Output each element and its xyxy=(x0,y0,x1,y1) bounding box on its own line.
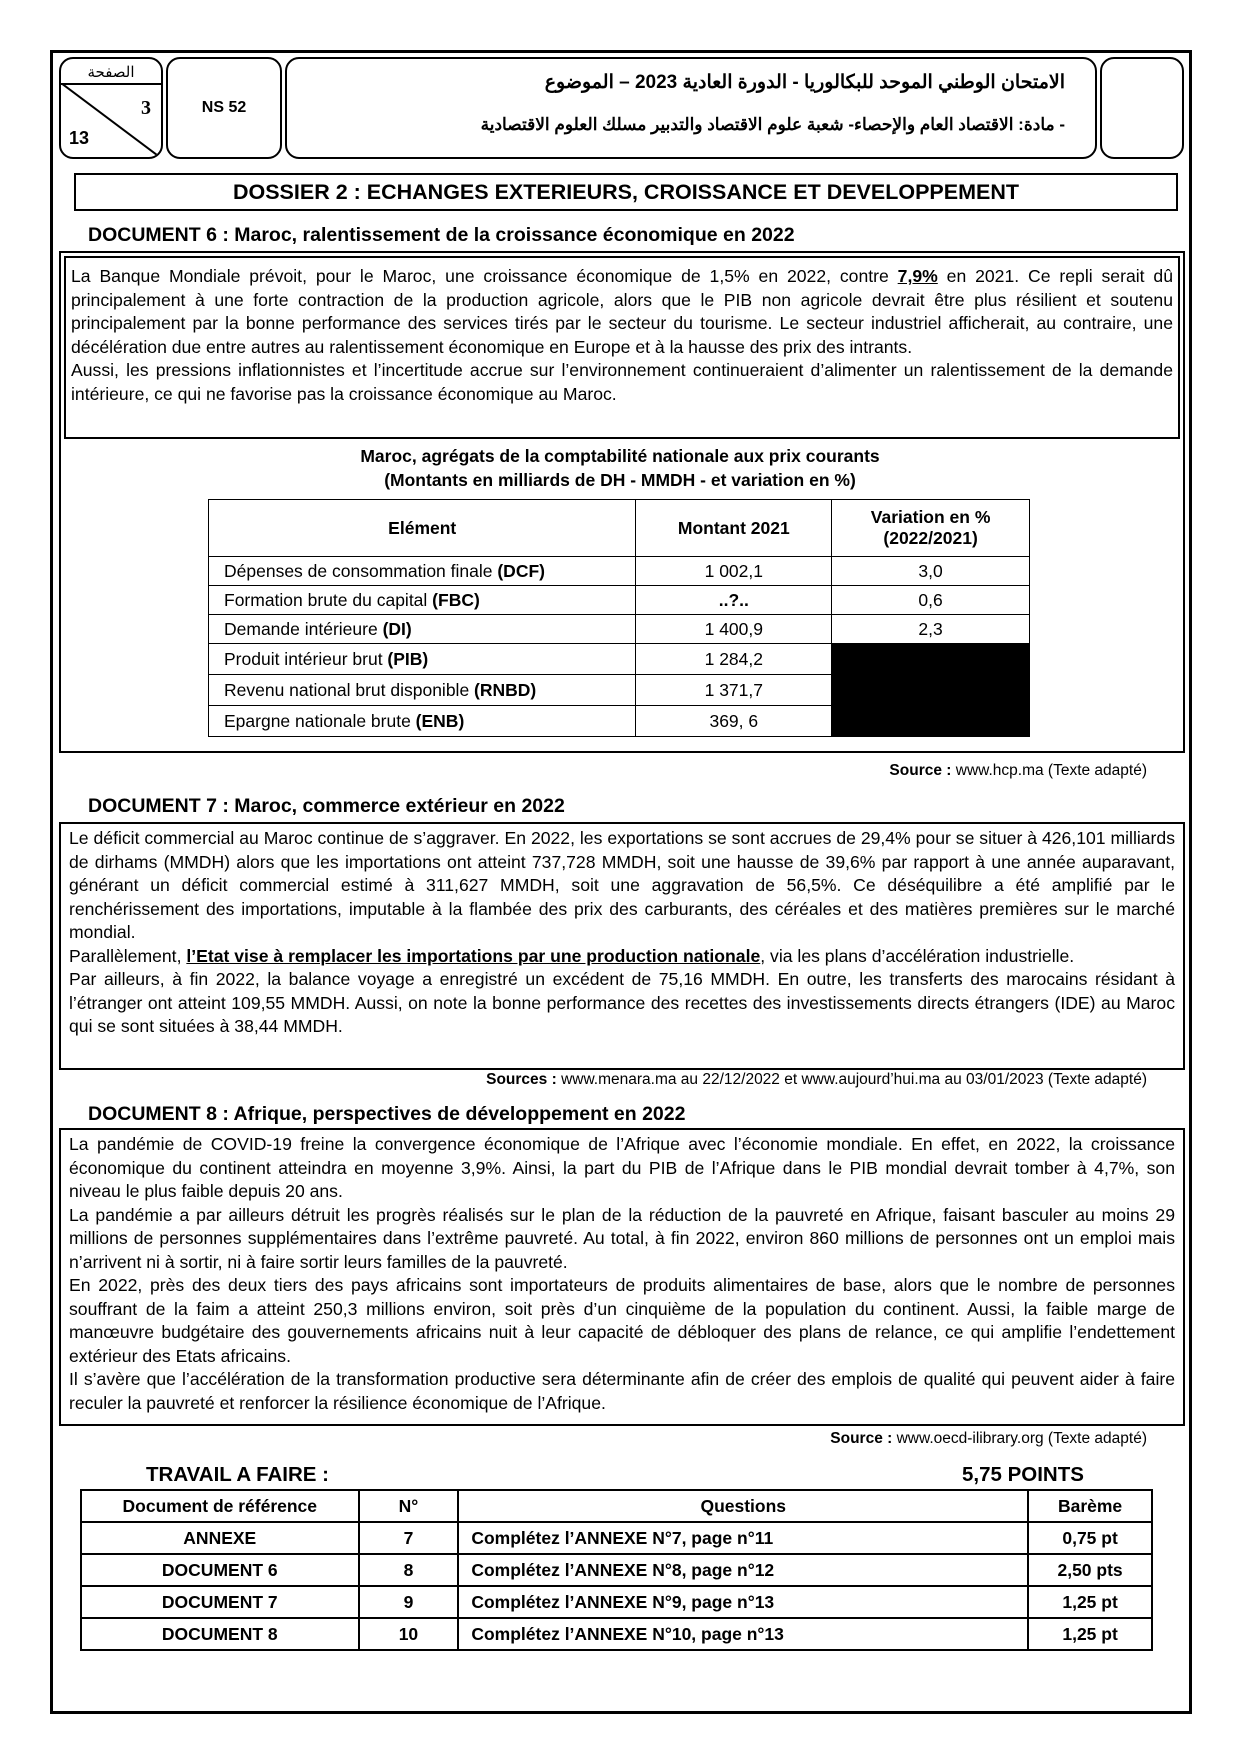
table-row: Produit intérieur brut (PIB) 1 284,2 xyxy=(209,644,1030,675)
masked-cell xyxy=(832,706,1030,737)
national-accounts-table xyxy=(208,499,1030,737)
table-row: Revenu national brut disponible (RNBD) 1 371,7 xyxy=(209,675,1030,706)
table-row: DOCUMENT 6 8 Complétez l’ANNEXE N°8, page n°12 2,50 pts xyxy=(81,1554,1152,1586)
doc6-table-title-2: (Montants en milliards de DH - MMDH - et variation en %) xyxy=(384,470,856,490)
masked-cell xyxy=(832,644,1030,675)
doc7-title: DOCUMENT 7 : Maroc, commerce extérieur en 2022 xyxy=(88,795,565,817)
doc6-highlight: 7,9% xyxy=(897,266,938,286)
blank-box xyxy=(1100,57,1184,159)
table-row: Dépenses de consommation finale (DCF) 1 002,1 3,0 xyxy=(209,557,1030,586)
doc6-text: La Banque Mondiale prévoit, pour le Maroc, une croissance économique de 1,5% en 2022, contre 7,9% en 2021. Ce repli serait dû principalement à une forte contraction de la production agricole, alors que le PIB non agricole devrait être plus résilient et soutenu principalement par la bonne performance des services tirés par le secteur du tourisme. Le secteur industriel afficherait, au contraire, une décélération due entre autres au ralentissement économique en Europe et à la hausse des prix des intrants. Aussi, les pressions inflationnistes et l’incertitude accrue sur l’environnement continueraient d’alimenter un ralentissement de la demande intérieure, ce qui ne favorise pas la croissance économique au Maroc. xyxy=(71,266,1173,404)
col-document: Document de référence xyxy=(81,1490,359,1522)
page-number: 3 xyxy=(141,97,151,119)
doc6-table-title-1: Maroc, agrégats de la comptabilité nationale aux prix courants xyxy=(360,446,880,466)
exam-code-box xyxy=(166,57,282,159)
doc8-title: DOCUMENT 8 : Afrique, perspectives de développement en 2022 xyxy=(88,1103,686,1125)
col-number: N° xyxy=(359,1490,459,1522)
page-total: 13 xyxy=(69,128,90,148)
col-questions: Questions xyxy=(458,1490,1028,1522)
doc7-source: Sources : www.menara.ma au 22/12/2022 et www.aujourd’hui.ma au 03/01/2023 (Texte adapté) xyxy=(486,1071,1147,1088)
masked-cell xyxy=(832,675,1030,706)
travail-points: 5,75 POINTS xyxy=(962,1463,1084,1486)
col-variation: Variation en % (2022/2021) xyxy=(832,500,1030,557)
col-element: Elément xyxy=(209,500,636,557)
table-row: Epargne nationale brute (ENB) 369, 6 xyxy=(209,706,1030,737)
table-row: DOCUMENT 8 10 Complétez l’ANNEXE N°10, page n°13 1,25 pt xyxy=(81,1618,1152,1650)
exam-title-box xyxy=(285,57,1097,159)
table-row: ANNEXE 7 Complétez l’ANNEXE N°7, page n°11 0,75 pt xyxy=(81,1522,1152,1554)
dossier-title: DOSSIER 2 : ECHANGES EXTERIEURS, CROISSANCE ET DEVELOPPEMENT xyxy=(74,173,1178,211)
task-table xyxy=(80,1489,1153,1651)
page-label: الصفحة xyxy=(87,64,135,81)
doc7-text: Le déficit commercial au Maroc continue de s’aggraver. En 2022, les exportations se sont accrues de 29,4% pour se situer à 426,101 milliards de dirhams (MMDH) alors que les importations ont atteint 737,728 MMDH, soit une hausse de 39,6% par rapport à une année auparavant, générant un déficit commercial estimé à 311,627 MMDH, soit une aggravation de 56,5%. Ce déséquilibre a été amplifié par le renchérissement des importations, imputable à la flambée des prix des carburants, des céréales et des matières premières sur le marché mondial. Parallèlement, l’Etat vise à remplacer les importations par une production nationale, via les plans d’accélération industrielle. Par ailleurs, à fin 2022, la balance voyage a enregistré un excédent de 75,16 MMDH. En outre, les transferts des marocains résidant à l’étranger ont atteint 109,55 MMDH. Aussi, on note la bonne performance des recettes des investissements directs étrangers (IDE) au Maroc qui se sont situées à 38,44 MMDH. xyxy=(69,828,1175,1036)
exam-line: الامتحان الوطني الموحد للبكالوريا - الدورة العادية 2023 – الموضوع xyxy=(544,72,1065,93)
table-row: DOCUMENT 7 9 Complétez l’ANNEXE N°9, page n°13 1,25 pt xyxy=(81,1586,1152,1618)
table-row: Formation brute du capital (FBC) ..?.. 0,6 xyxy=(209,586,1030,615)
page-number-box xyxy=(59,57,163,159)
doc8-source: Source : www.oecd-ilibrary.org (Texte adapté) xyxy=(830,1430,1147,1447)
exam-code: NS 52 xyxy=(201,99,247,116)
travail-title: TRAVAIL A FAIRE : xyxy=(146,1463,329,1486)
col-bareme: Barème xyxy=(1028,1490,1152,1522)
doc6-source: Source : www.hcp.ma (Texte adapté) xyxy=(889,762,1147,779)
doc7-highlight: l’Etat vise à remplacer les importations par une production nationale xyxy=(186,945,761,966)
col-montant: Montant 2021 xyxy=(636,500,832,557)
subject-line: - مادة: الاقتصاد العام والإحصاء- شعبة علوم الاقتصاد والتدبير مسلك العلوم الاقتصادية xyxy=(480,115,1065,134)
doc8-text: La pandémie de COVID-19 freine la convergence économique de l’Afrique avec l’économie mondiale. En effet, en 2022, la croissance économique du continent atteindra en moyenne 3,9%. Ainsi, la part du PIB de l’Afrique dans le PIB mondial devrait tomber à 4,7%, son niveau le plus faible depuis 20 ans. La pandémie a par ailleurs détruit les progrès réalisés sur le plan de la réduction de la pauvreté en Afrique, faisant basculer au moins 29 millions de personnes supplémentaires dans l’extrême pauvreté. Au total, à fin 2022, environ 860 millions de personnes ont un emploi mais n’arrivent ni à sortir, ni à faire sortir leurs familles de la pauvreté. En 2022, près des deux tiers des pays africains sont importateurs de produits alimentaires de base, alors que le nombre de personnes souffrant de la faim a atteint 250,3 millions environ, soit près d’un cinquième de la population du continent. Aussi, la faible marge de manœuvre budgétaire des gouvernements africains nuit à leur capacité de débloquer des plans de relance, ce qui amplifie l’endettement extérieur des Etats africains. Il s’avère que l’accélération de la transformation productive sera déterminante afin de créer des emplois de qualité qui peuvent aider à faire reculer la pauvreté et renforcer la résilience économique de l’Afrique. xyxy=(69,1134,1175,1413)
doc6-title: DOCUMENT 6 : Maroc, ralentissement de la croissance économique en 2022 xyxy=(88,224,795,246)
table-row: Demande intérieure (DI) 1 400,9 2,3 xyxy=(209,615,1030,644)
